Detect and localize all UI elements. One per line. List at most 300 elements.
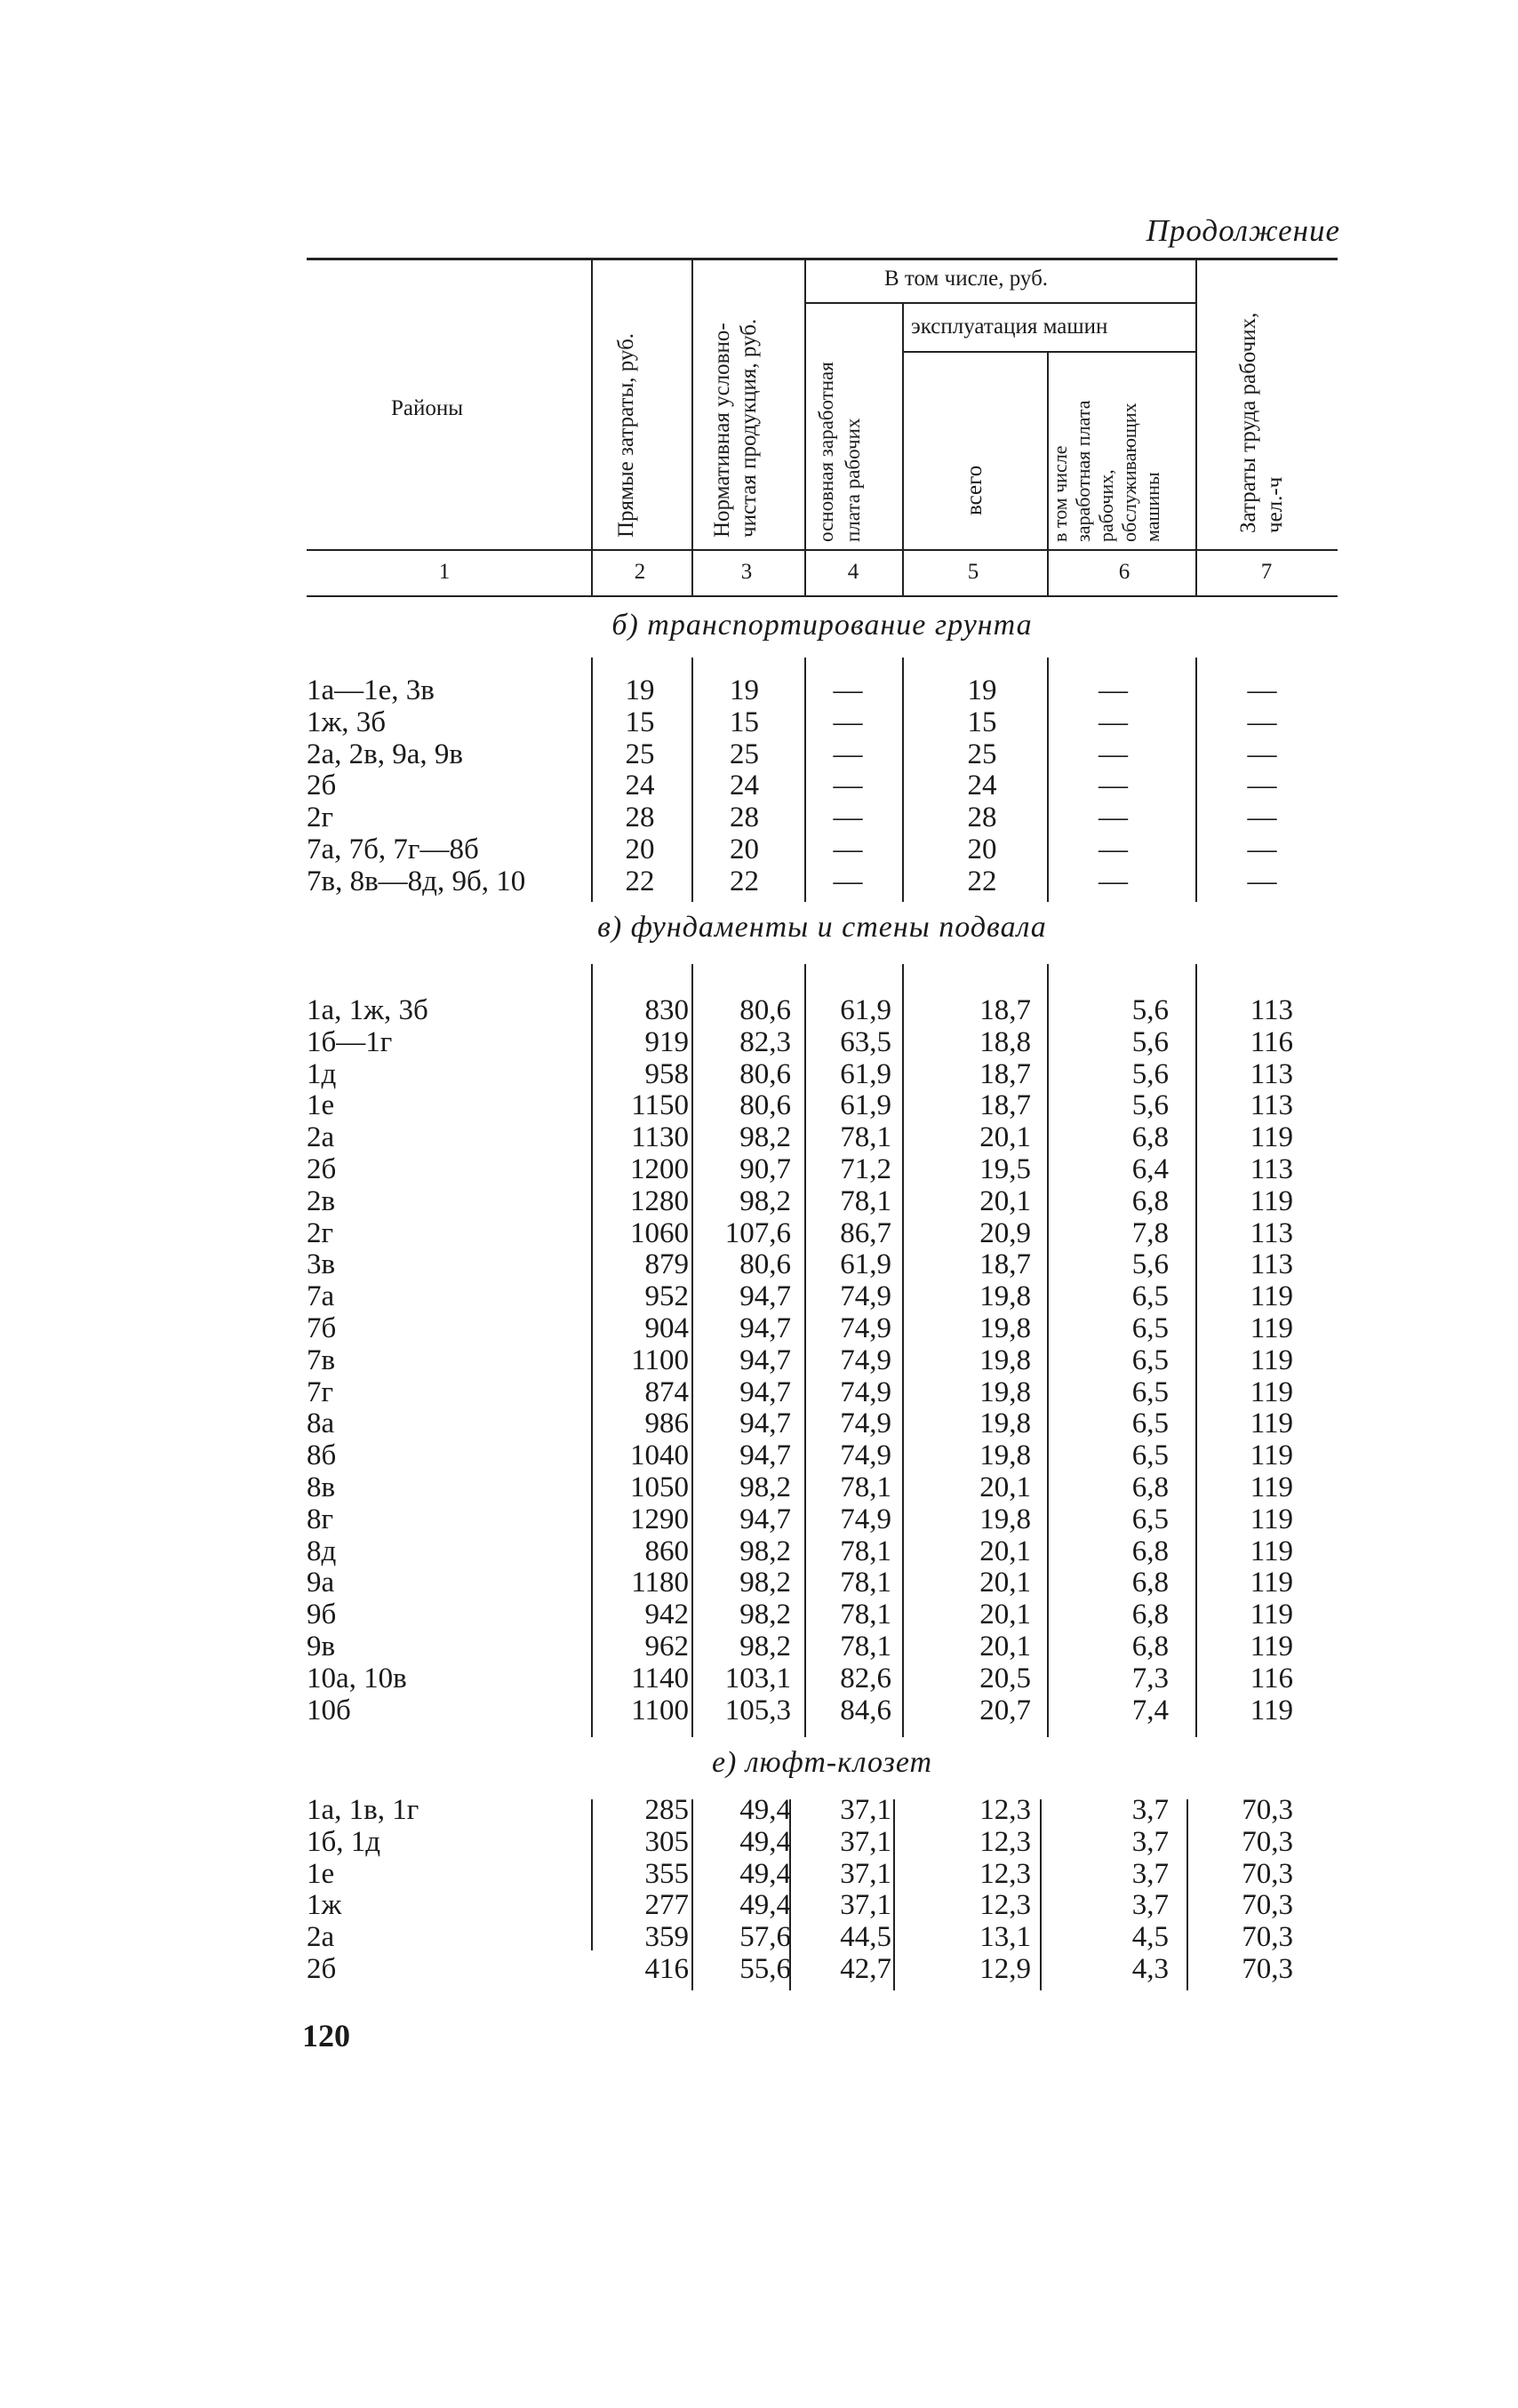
value-cell-col-6: 6,5 [1131, 1503, 1169, 1535]
value-cell-col-2: 355 [644, 1857, 689, 1890]
region-cell: 2в [307, 1184, 336, 1217]
value-cell-col-7: 116 [1250, 1662, 1293, 1694]
value-cell-col-7: 70,3 [1242, 1952, 1293, 1985]
table-top-rule [307, 258, 1338, 260]
value-cell-col-7: 119 [1250, 1375, 1293, 1408]
value-cell-col-5: 19,8 [979, 1407, 1031, 1440]
header-base-wage: основная заработная плата рабочих [815, 362, 864, 542]
value-cell-col-2: 15 [625, 706, 655, 738]
value-cell-col-5: 22 [967, 865, 997, 897]
value-cell-col-7: 119 [1250, 1567, 1293, 1599]
region-cell: 2б [307, 1152, 337, 1185]
value-cell-col-3: 94,7 [739, 1344, 791, 1376]
value-cell-col-3: 55,6 [739, 1952, 791, 1985]
region-cell: 2а [307, 1921, 335, 1954]
value-cell-col-4: — [833, 738, 863, 770]
table-row [307, 1313, 1338, 1345]
value-cell-col-4: 61,9 [840, 1089, 891, 1122]
region-cell: 9в [307, 1630, 336, 1662]
region-cell: 1а, 1в, 1г [307, 1794, 419, 1826]
value-cell-col-6: 6,8 [1131, 1567, 1169, 1599]
value-cell-col-5: 20,1 [979, 1471, 1031, 1503]
region-cell: 1е [307, 1857, 335, 1890]
value-cell-col-2: 952 [644, 1280, 689, 1313]
value-cell-col-5: 20,1 [979, 1121, 1031, 1154]
value-cell-col-5: 20,1 [979, 1567, 1031, 1599]
value-cell-col-6: 7,8 [1131, 1216, 1169, 1249]
table-row [307, 1795, 1338, 1827]
region-cell: 1а—1е, 3в [307, 674, 435, 706]
table-row [307, 995, 1338, 1027]
value-cell-col-2: 904 [644, 1312, 689, 1344]
value-cell-col-3: 94,7 [739, 1503, 791, 1535]
col-number-7: 7 [1260, 560, 1273, 584]
value-cell-col-2: 1060 [630, 1216, 689, 1249]
region-cell: 7в, 8в—8д, 9б, 10 [307, 865, 526, 897]
value-cell-col-4: — [833, 833, 863, 865]
value-cell-col-3: 103,1 [724, 1662, 791, 1694]
table-row [307, 1890, 1338, 1922]
value-cell-col-4: — [833, 801, 863, 834]
table-row [307, 1345, 1338, 1377]
region-cell: 1ж [307, 1889, 342, 1922]
table-row [307, 1440, 1338, 1472]
value-cell-col-6: 6,5 [1131, 1280, 1169, 1313]
page-number: 120 [302, 2018, 350, 2053]
region-cell: 7г [307, 1375, 334, 1408]
value-cell-col-2: 942 [644, 1599, 689, 1631]
section-rows-foundations [307, 995, 1338, 1726]
value-cell-col-5: 20,9 [979, 1216, 1031, 1249]
value-cell-col-4: 42,7 [840, 1952, 891, 1985]
table-row [307, 1377, 1338, 1409]
value-cell-col-5: 19,8 [979, 1280, 1031, 1313]
value-cell-col-3: 98,2 [739, 1535, 791, 1567]
value-cell-col-7: 113 [1250, 1152, 1293, 1185]
value-cell-col-2: 1200 [630, 1152, 689, 1185]
region-cell: 1д [307, 1057, 337, 1090]
table-row [307, 1408, 1338, 1440]
value-cell-col-4: 78,1 [840, 1184, 891, 1217]
value-cell-col-7: 70,3 [1242, 1921, 1293, 1954]
value-cell-col-6: 5,6 [1131, 1025, 1169, 1058]
value-cell-col-5: 24 [967, 769, 997, 802]
value-cell-col-7: — [1247, 801, 1277, 834]
value-cell-col-6: — [1099, 865, 1128, 897]
value-cell-col-2: 1130 [631, 1121, 689, 1154]
value-cell-col-6: 6,8 [1131, 1535, 1169, 1567]
table-row [307, 1922, 1338, 1954]
value-cell-col-4: 74,9 [840, 1503, 891, 1535]
value-cell-col-7: 113 [1250, 1248, 1293, 1281]
value-cell-col-3: 94,7 [739, 1280, 791, 1313]
region-cell: 9а [307, 1567, 335, 1599]
value-cell-col-4: 71,2 [840, 1152, 891, 1185]
value-cell-col-3: 82,3 [739, 1025, 791, 1058]
value-cell-col-4: 78,1 [840, 1599, 891, 1631]
value-cell-col-6: 6,5 [1131, 1344, 1169, 1376]
value-cell-col-4: 37,1 [840, 1889, 891, 1922]
value-cell-col-3: 25 [730, 738, 759, 770]
value-cell-col-6: 3,7 [1131, 1794, 1169, 1826]
header-total: всего [963, 465, 987, 515]
value-cell-col-3: 98,2 [739, 1567, 791, 1599]
value-cell-col-7: 70,3 [1242, 1825, 1293, 1858]
value-cell-col-3: 15 [730, 706, 759, 738]
value-cell-col-4: 74,9 [840, 1312, 891, 1344]
value-cell-col-4: 78,1 [840, 1471, 891, 1503]
value-cell-col-6: 5,6 [1131, 1248, 1169, 1281]
value-cell-col-2: 860 [644, 1535, 689, 1567]
value-cell-col-2: 1050 [630, 1471, 689, 1503]
table-row [307, 1663, 1338, 1695]
value-cell-col-5: 12,3 [979, 1857, 1031, 1890]
value-cell-col-3: 94,7 [739, 1375, 791, 1408]
value-cell-col-2: 277 [644, 1889, 689, 1922]
table-row [307, 739, 1338, 771]
region-cell: 8г [307, 1503, 334, 1535]
value-cell-col-7: — [1247, 706, 1277, 738]
continuation-label: Продолжение [1146, 213, 1340, 248]
value-cell-col-2: 1100 [631, 1344, 689, 1376]
value-cell-col-4: 61,9 [840, 1057, 891, 1090]
value-cell-col-2: 1040 [630, 1439, 689, 1472]
value-cell-col-4: 74,9 [840, 1439, 891, 1472]
value-cell-col-5: 19,8 [979, 1375, 1031, 1408]
value-cell-col-7: 119 [1250, 1503, 1293, 1535]
col-number-3: 3 [740, 560, 753, 584]
col-number-1: 1 [438, 560, 451, 584]
value-cell-col-3: 98,2 [739, 1599, 791, 1631]
value-cell-col-7: — [1247, 738, 1277, 770]
value-cell-col-6: — [1099, 738, 1128, 770]
region-cell: 2а, 2в, 9а, 9в [307, 738, 463, 770]
value-cell-col-5: 20,1 [979, 1630, 1031, 1662]
value-cell-col-2: 20 [625, 833, 655, 865]
region-cell: 2а [307, 1121, 335, 1154]
table-row [307, 1281, 1338, 1313]
region-cell: 7в [307, 1344, 336, 1376]
value-cell-col-2: 919 [644, 1025, 689, 1058]
value-cell-col-3: 80,6 [739, 1089, 791, 1122]
value-cell-col-2: 416 [644, 1952, 689, 1985]
value-cell-col-7: — [1247, 674, 1277, 706]
table-row [307, 1249, 1338, 1281]
value-cell-col-5: 12,3 [979, 1825, 1031, 1858]
value-cell-col-4: — [833, 706, 863, 738]
value-cell-col-5: 20,7 [979, 1694, 1031, 1726]
value-cell-col-2: 28 [625, 801, 655, 834]
header-machine-operator-wage: в том числе заработная плата рабочих, обслуживающих машины [1049, 400, 1163, 542]
value-cell-col-4: 74,9 [840, 1280, 891, 1313]
value-cell-col-2: 22 [625, 865, 655, 897]
table-row [307, 770, 1338, 802]
value-cell-col-3: 98,2 [739, 1471, 791, 1503]
value-cell-col-4: 37,1 [840, 1825, 891, 1858]
table-row [307, 1122, 1338, 1154]
value-cell-col-6: 6,4 [1131, 1152, 1169, 1185]
table-row [307, 707, 1338, 739]
section-title-transport: б) транспортирование грунта [611, 609, 1033, 642]
value-cell-col-6: 6,8 [1131, 1471, 1169, 1503]
value-cell-col-7: 119 [1250, 1630, 1293, 1662]
value-cell-col-3: 24 [730, 769, 759, 802]
value-cell-col-5: 12,3 [979, 1794, 1031, 1826]
header-sep-3 [804, 258, 806, 595]
region-cell: 9б [307, 1599, 337, 1631]
value-cell-col-4: — [833, 769, 863, 802]
table-row [307, 1827, 1338, 1859]
value-cell-col-7: 119 [1250, 1535, 1293, 1567]
value-cell-col-6: 6,5 [1131, 1407, 1169, 1440]
region-cell: 2г [307, 801, 334, 834]
header-regions: Районы [391, 396, 464, 420]
table-row [307, 1599, 1338, 1631]
value-cell-col-5: 18,8 [979, 1025, 1031, 1058]
table-row [307, 1859, 1338, 1891]
value-cell-col-6: 6,8 [1131, 1630, 1169, 1662]
value-cell-col-2: 305 [644, 1825, 689, 1858]
col-number-2: 2 [634, 560, 646, 584]
value-cell-col-7: 119 [1250, 1471, 1293, 1503]
table-row [307, 1218, 1338, 1250]
value-cell-col-5: 19 [967, 674, 997, 706]
value-cell-col-3: 80,6 [739, 994, 791, 1026]
value-cell-col-7: 70,3 [1242, 1889, 1293, 1922]
region-cell: 1б, 1д [307, 1825, 381, 1858]
header-sep-2 [691, 258, 693, 595]
value-cell-col-2: 1150 [631, 1089, 689, 1122]
value-cell-col-7: 113 [1250, 1216, 1293, 1249]
table-row [307, 1027, 1338, 1059]
value-cell-col-3: 20 [730, 833, 759, 865]
value-cell-col-2: 874 [644, 1375, 689, 1408]
value-cell-col-6: 5,6 [1131, 1057, 1169, 1090]
value-cell-col-5: 20,1 [979, 1535, 1031, 1567]
value-cell-col-6: 7,4 [1131, 1694, 1169, 1726]
value-cell-col-7: 113 [1250, 1089, 1293, 1122]
header-sep-4 [902, 302, 904, 595]
value-cell-col-4: 74,9 [840, 1407, 891, 1440]
value-cell-col-4: — [833, 865, 863, 897]
value-cell-col-5: 12,3 [979, 1889, 1031, 1922]
value-cell-col-7: — [1247, 833, 1277, 865]
value-cell-col-5: 25 [967, 738, 997, 770]
region-cell: 3в [307, 1248, 336, 1281]
table-row [307, 1504, 1338, 1536]
value-cell-col-6: — [1099, 706, 1128, 738]
value-cell-col-2: 25 [625, 738, 655, 770]
value-cell-col-6: 3,7 [1131, 1825, 1169, 1858]
section-title-foundations: в) фундаменты и стены подвала [597, 911, 1047, 944]
region-cell: 1ж, 3б [307, 706, 387, 738]
table-row [307, 1567, 1338, 1599]
value-cell-col-7: 119 [1250, 1694, 1293, 1726]
region-cell: 7а, 7б, 7г—8б [307, 833, 479, 865]
value-cell-col-7: 70,3 [1242, 1794, 1293, 1826]
value-cell-col-3: 105,3 [724, 1694, 791, 1726]
section-rows-transport [307, 675, 1338, 898]
value-cell-col-3: 94,7 [739, 1312, 791, 1344]
value-cell-col-2: 986 [644, 1407, 689, 1440]
value-cell-col-5: 18,7 [979, 1089, 1031, 1122]
value-cell-col-6: 3,7 [1131, 1889, 1169, 1922]
value-cell-col-2: 1290 [630, 1503, 689, 1535]
table-row [307, 1954, 1338, 1986]
region-cell: 1а, 1ж, 3б [307, 994, 428, 1026]
value-cell-col-7: 70,3 [1242, 1857, 1293, 1890]
value-cell-col-4: 44,5 [840, 1921, 891, 1954]
table-row [307, 675, 1338, 707]
col-number-6: 6 [1118, 560, 1131, 584]
region-cell: 2б [307, 769, 337, 802]
value-cell-col-2: 879 [644, 1248, 689, 1281]
value-cell-col-6: 7,3 [1131, 1662, 1169, 1694]
value-cell-col-3: 107,6 [724, 1216, 791, 1249]
value-cell-col-5: 18,7 [979, 1248, 1031, 1281]
value-cell-col-3: 57,6 [739, 1921, 791, 1954]
value-cell-col-6: 6,5 [1131, 1375, 1169, 1408]
region-cell: 8а [307, 1407, 335, 1440]
value-cell-col-6: — [1099, 833, 1128, 865]
value-cell-col-4: 74,9 [840, 1375, 891, 1408]
value-cell-col-6: 4,3 [1131, 1952, 1169, 1985]
value-cell-col-6: 6,5 [1131, 1312, 1169, 1344]
value-cell-col-5: 19,8 [979, 1312, 1031, 1344]
value-cell-col-3: 94,7 [739, 1407, 791, 1440]
value-cell-col-5: 12,9 [979, 1952, 1031, 1985]
value-cell-col-3: 80,6 [739, 1248, 791, 1281]
region-cell: 1е [307, 1089, 335, 1122]
value-cell-col-6: 5,6 [1131, 994, 1169, 1026]
region-cell: 2б [307, 1952, 337, 1985]
column-numbers-rule [307, 595, 1338, 597]
value-cell-col-6: 6,8 [1131, 1184, 1169, 1217]
value-cell-col-7: 119 [1250, 1599, 1293, 1631]
value-cell-col-6: — [1099, 674, 1128, 706]
value-cell-col-4: 82,6 [840, 1662, 891, 1694]
value-cell-col-7: 119 [1250, 1184, 1293, 1217]
value-cell-col-7: 119 [1250, 1439, 1293, 1472]
value-cell-col-2: 19 [625, 674, 655, 706]
table-row [307, 1536, 1338, 1568]
value-cell-col-2: 359 [644, 1921, 689, 1954]
value-cell-col-7: — [1247, 865, 1277, 897]
value-cell-col-5: 13,1 [979, 1921, 1031, 1954]
value-cell-col-4: 63,5 [840, 1025, 891, 1058]
value-cell-col-5: 20,1 [979, 1599, 1031, 1631]
value-cell-col-5: 20,5 [979, 1662, 1031, 1694]
value-cell-col-4: 86,7 [840, 1216, 891, 1249]
value-cell-col-5: 28 [967, 801, 997, 834]
value-cell-col-7: 119 [1250, 1121, 1293, 1154]
value-cell-col-7: 119 [1250, 1344, 1293, 1376]
value-cell-col-6: — [1099, 769, 1128, 802]
value-cell-col-2: 24 [625, 769, 655, 802]
value-cell-col-6: 3,7 [1131, 1857, 1169, 1890]
value-cell-col-4: 37,1 [840, 1857, 891, 1890]
value-cell-col-3: 49,4 [739, 1857, 791, 1890]
value-cell-col-4: 84,6 [840, 1694, 891, 1726]
col-number-5: 5 [967, 560, 979, 584]
header-sep-1 [591, 258, 593, 595]
value-cell-col-5: 19,8 [979, 1439, 1031, 1472]
value-cell-col-4: 61,9 [840, 994, 891, 1026]
group-rule [804, 302, 1195, 304]
value-cell-col-5: 18,7 [979, 994, 1031, 1026]
value-cell-col-5: 20,1 [979, 1184, 1031, 1217]
value-cell-col-3: 98,2 [739, 1121, 791, 1154]
value-cell-col-4: 78,1 [840, 1567, 891, 1599]
region-cell: 10б [307, 1694, 351, 1726]
value-cell-col-3: 90,7 [739, 1152, 791, 1185]
region-cell: 7а [307, 1280, 335, 1313]
value-cell-col-3: 94,7 [739, 1439, 791, 1472]
table-row [307, 1090, 1338, 1122]
value-cell-col-7: 113 [1250, 1057, 1293, 1090]
region-cell: 2г [307, 1216, 334, 1249]
machines-rule [902, 351, 1195, 353]
value-cell-col-7: — [1247, 769, 1277, 802]
value-cell-col-4: 61,9 [840, 1248, 891, 1281]
value-cell-col-5: 19,8 [979, 1503, 1031, 1535]
value-cell-col-3: 19 [730, 674, 759, 706]
value-cell-col-7: 119 [1250, 1312, 1293, 1344]
value-cell-col-3: 22 [730, 865, 759, 897]
value-cell-col-2: 1140 [631, 1662, 689, 1694]
value-cell-col-4: 78,1 [840, 1121, 891, 1154]
header-machines-label: эксплуатация машин [911, 315, 1108, 339]
value-cell-col-3: 49,4 [739, 1794, 791, 1826]
value-cell-col-5: 20 [967, 833, 997, 865]
value-cell-col-6: — [1099, 801, 1128, 834]
region-cell: 7б [307, 1312, 337, 1344]
value-cell-col-5: 19,5 [979, 1152, 1031, 1185]
header-direct-costs: Прямые затраты, руб. [614, 332, 638, 538]
value-cell-col-2: 285 [644, 1794, 689, 1826]
value-cell-col-4: — [833, 674, 863, 706]
value-cell-col-4: 74,9 [840, 1344, 891, 1376]
region-cell: 10а, 10в [307, 1662, 407, 1694]
value-cell-col-4: 78,1 [840, 1535, 891, 1567]
value-cell-col-2: 1280 [630, 1184, 689, 1217]
value-cell-col-7: 116 [1250, 1025, 1293, 1058]
value-cell-col-4: 37,1 [840, 1794, 891, 1826]
value-cell-col-3: 49,4 [739, 1889, 791, 1922]
section-rows-outhouse [307, 1795, 1338, 1986]
table-row [307, 866, 1338, 898]
value-cell-col-6: 4,5 [1131, 1921, 1169, 1954]
header-sep-6 [1195, 258, 1197, 595]
value-cell-col-2: 1180 [631, 1567, 689, 1599]
table-row [307, 1186, 1338, 1218]
value-cell-col-3: 98,2 [739, 1184, 791, 1217]
value-cell-col-5: 15 [967, 706, 997, 738]
table-row [307, 1154, 1338, 1186]
section-title-outhouse: е) люфт-клозет [711, 1746, 933, 1779]
region-cell: 8в [307, 1471, 336, 1503]
value-cell-col-4: 78,1 [840, 1630, 891, 1662]
value-cell-col-5: 19,8 [979, 1344, 1031, 1376]
region-cell: 1б—1г [307, 1025, 393, 1058]
table-row [307, 834, 1338, 866]
value-cell-col-6: 6,5 [1131, 1439, 1169, 1472]
header-bottom-rule [307, 549, 1338, 551]
value-cell-col-2: 958 [644, 1057, 689, 1090]
table-row [307, 802, 1338, 834]
value-cell-col-7: 113 [1250, 994, 1293, 1026]
table-row [307, 1631, 1338, 1663]
